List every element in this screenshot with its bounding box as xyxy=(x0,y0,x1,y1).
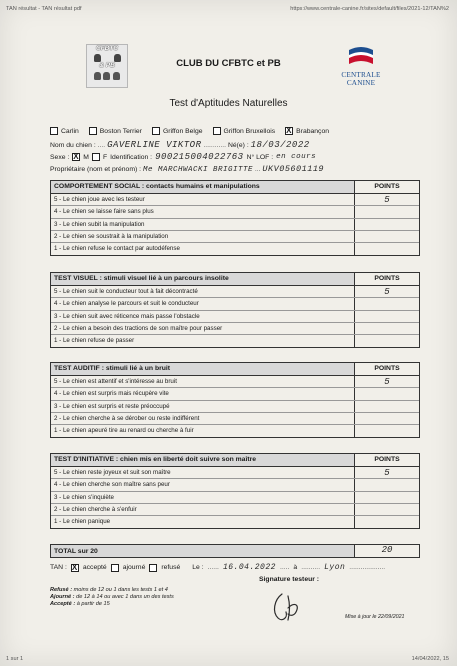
cfbtc-logo-subtext: & PB xyxy=(99,62,115,69)
breed-options xyxy=(50,127,329,135)
breed-option-griffon-bruxellois[interactable] xyxy=(213,127,276,135)
row-label: 2 - Le chien cherche à se dérober ou reste indifférent xyxy=(51,413,355,424)
birth-label: Né(e) : xyxy=(227,142,249,149)
score-row[interactable] xyxy=(51,492,419,504)
document-title: Test d'Aptitudes Naturelles xyxy=(169,98,288,109)
legend-accepte-text: à partir de 15 xyxy=(76,601,110,607)
logo-dogs-icon xyxy=(87,72,127,80)
tan-result-line: TAN : X accepté ajourné refusé Le : ...... 16.04.2022 ..... à .......... Lyon ................... xyxy=(50,563,385,572)
dog-name-label: Nom du chien : xyxy=(50,142,96,149)
points-header: POINTS xyxy=(374,365,400,372)
score-row[interactable] xyxy=(51,219,419,231)
accepte-checkbox[interactable] xyxy=(71,564,79,572)
row-mark[interactable]: 5 xyxy=(384,195,390,205)
dog-name-line: Nom du chien : .... GAVERLINE VIKTOR ............ Né(e) : 18/03/2022 xyxy=(50,140,310,150)
score-row[interactable] xyxy=(51,504,419,516)
row-mark[interactable] xyxy=(355,504,419,515)
checkbox[interactable] xyxy=(89,127,97,135)
row-label: 4 - Le chien cherche son maître sans peur xyxy=(51,479,355,490)
centrale-canine-logo xyxy=(337,46,385,92)
section-title: TEST D'INITIATIVE : chien mis en liberté doit suivre son maître xyxy=(51,454,355,466)
breed-label: Griffon Belge xyxy=(162,127,203,135)
row-mark[interactable] xyxy=(355,479,419,490)
row-mark[interactable]: 5 xyxy=(384,377,390,387)
section-title: TEST VISUEL : stimuli visuel lié à un parcours insolite xyxy=(51,273,355,285)
legend-accepte-label: Accepté : xyxy=(50,601,76,607)
lof-value[interactable]: en cours xyxy=(276,153,317,161)
row-mark[interactable] xyxy=(355,401,419,412)
score-row[interactable] xyxy=(51,479,419,491)
result-legend xyxy=(50,587,174,608)
row-mark[interactable] xyxy=(355,413,419,424)
section-title: COMPORTEMENT SOCIAL : contacts humains et manipulations xyxy=(51,181,355,193)
row-label: 1 - Le chien refuse le contact par autodéfense xyxy=(51,243,355,255)
row-mark[interactable] xyxy=(355,243,419,255)
row-mark[interactable] xyxy=(355,492,419,503)
score-row[interactable] xyxy=(51,376,419,388)
browser-footer-date: 14/04/2022, 15 xyxy=(411,656,449,662)
row-label: 1 - Le chien refuse de passer xyxy=(51,335,355,347)
section-test-auditif xyxy=(50,362,420,438)
breed-option-griffon-belge[interactable] xyxy=(152,127,203,135)
total-label: TOTAL sur 20 xyxy=(51,545,355,557)
row-label: 3 - Le chien s'inquiète xyxy=(51,492,355,503)
sex-m-checkbox[interactable] xyxy=(72,153,80,161)
section-title: TEST AUDITIF : stimuli lié à un bruit xyxy=(51,363,355,375)
row-label: 3 - Le chien suit avec réticence mais passe l'obstacle xyxy=(51,311,355,322)
row-mark[interactable] xyxy=(355,231,419,242)
club-title: CLUB DU CFBTC et PB xyxy=(176,58,281,69)
flag-dog-icon xyxy=(347,46,375,66)
row-mark[interactable] xyxy=(355,298,419,309)
row-mark[interactable] xyxy=(355,219,419,230)
row-mark[interactable] xyxy=(355,516,419,528)
breed-label: Boston Terrier xyxy=(99,127,142,135)
place-label: à xyxy=(293,564,298,571)
row-label: 1 - Le chien panique xyxy=(51,516,355,528)
score-row[interactable] xyxy=(51,323,419,335)
sex-f-checkbox[interactable] xyxy=(92,153,100,161)
legend-refuse-text: moins de 12 ou 1 dans les tests 1 et 4 xyxy=(73,587,168,593)
legend-ajourne-text: de 12 à 14 ou avec 1 dans un des tests xyxy=(76,594,174,600)
score-row[interactable] xyxy=(51,286,419,298)
score-row[interactable] xyxy=(51,335,419,347)
handwritten-signature xyxy=(268,590,308,624)
centrale-canine-text-2: CANINE xyxy=(346,79,376,87)
row-label: 3 - Le chien est surpris et reste préoccupé xyxy=(51,401,355,412)
browser-url: https://www.centrale-canine.fr/sites/default/files/2021-12/TAN%2 xyxy=(290,6,449,12)
row-label: 4 - Le chien est surpris mais récupère vite xyxy=(51,388,355,399)
row-label: 2 - Le chien a besoin des tractions de son maître pour passer xyxy=(51,323,355,334)
row-label: 4 - Le chien se laisse faire sans plus xyxy=(51,206,355,217)
row-label: 5 - Le chien joue avec les testeur xyxy=(51,194,355,205)
row-mark[interactable] xyxy=(355,311,419,322)
sex-label: Sexe : xyxy=(50,153,70,161)
row-mark[interactable]: 5 xyxy=(384,468,390,478)
refuse-label: refusé xyxy=(161,564,181,571)
date-value[interactable]: 16.04.2022 xyxy=(222,563,276,572)
score-row[interactable] xyxy=(51,243,419,255)
accepte-label: accepté xyxy=(82,564,107,571)
score-row[interactable] xyxy=(51,231,419,243)
row-mark[interactable] xyxy=(355,335,419,347)
legend-refuse-label: Refusé : xyxy=(50,587,73,593)
breed-label: Brabançon xyxy=(296,127,330,135)
score-row[interactable] xyxy=(51,516,419,528)
section-test-initiative xyxy=(50,453,420,529)
breed-option-boston-terrier[interactable] xyxy=(89,127,142,135)
breed-option-carlin[interactable] xyxy=(50,127,79,135)
score-row[interactable] xyxy=(51,206,419,218)
centrale-canine-text-1: CENTRALE xyxy=(341,71,381,79)
tan-label: TAN : xyxy=(50,564,67,571)
score-row[interactable] xyxy=(51,298,419,310)
sex-m-label: M xyxy=(83,153,89,161)
place-value[interactable]: Lyon xyxy=(324,563,346,572)
owner-line: Propriétaire (nom et prénom) : Me MARCHWACKI BRIGITTE ... UKV05601119 xyxy=(50,164,325,174)
row-label: 3 - Le chien subit la manipulation xyxy=(51,219,355,230)
checkbox[interactable] xyxy=(50,127,58,135)
row-label: 1 - Le chien apeuré tire au renard ou cherche à fuir xyxy=(51,425,355,437)
breed-option-brabancon[interactable] xyxy=(285,127,329,135)
refuse-checkbox[interactable] xyxy=(149,564,157,572)
checkbox[interactable] xyxy=(152,127,160,135)
row-label: 5 - Le chien suit le conducteur tout à fait décontracté xyxy=(51,286,355,297)
points-header: POINTS xyxy=(374,456,400,463)
row-label: 5 - Le chien reste joyeux et suit son maître xyxy=(51,467,355,478)
section-test-visuel xyxy=(50,272,420,348)
score-row[interactable] xyxy=(51,413,419,425)
identification-label: Identification : xyxy=(110,153,153,161)
total-value[interactable]: 20 xyxy=(381,545,393,555)
update-note: Mise à jour le 22/09/2021 xyxy=(345,614,405,620)
row-mark[interactable] xyxy=(355,323,419,334)
birth-value[interactable]: 18/03/2022 xyxy=(250,140,310,150)
browser-footer-page: 1 sur 1 xyxy=(6,656,24,662)
row-mark[interactable] xyxy=(355,388,419,399)
date-label: Le : xyxy=(192,564,204,571)
breed-label: Griffon Bruxellois xyxy=(223,127,276,135)
ajourne-label: ajourné xyxy=(122,564,146,571)
row-mark[interactable]: 5 xyxy=(384,287,390,297)
lof-label: N° LOF : xyxy=(246,153,274,161)
checkbox[interactable] xyxy=(213,127,221,135)
legend-ajourne-label: Ajourné : xyxy=(50,594,75,600)
owner-label: Propriétaire (nom et prénom) : xyxy=(50,166,142,173)
row-label: 4 - Le chien analyse le parcours et suit le conducteur xyxy=(51,298,355,309)
sex-f-label: F xyxy=(102,153,108,161)
browser-header-title: TAN résultat - TAN résultat pdf xyxy=(6,6,82,12)
signature-label: Signature testeur : xyxy=(259,576,320,583)
ajourne-checkbox[interactable] xyxy=(111,564,119,572)
owner-value[interactable]: Me MARCHWACKI BRIGITTE xyxy=(142,166,253,174)
score-row[interactable] xyxy=(51,425,419,437)
identification-value[interactable]: 900215004022763 xyxy=(155,152,244,162)
row-label: 2 - Le chien cherche à s'enfuir xyxy=(51,504,355,515)
score-row[interactable] xyxy=(51,388,419,400)
row-label: 2 - Le chien se soustrait à la manipulation xyxy=(51,231,355,242)
dog-name-value[interactable]: GAVERLINE VIKTOR xyxy=(107,140,202,150)
owner-code[interactable]: UKV05601119 xyxy=(262,164,325,174)
score-row[interactable] xyxy=(51,401,419,413)
section-comportement-social xyxy=(50,180,420,256)
score-row[interactable] xyxy=(51,311,419,323)
dog-id-line xyxy=(50,152,316,162)
breed-label: Carlin xyxy=(61,127,79,135)
points-header: POINTS xyxy=(374,275,400,282)
checkbox-checked[interactable] xyxy=(285,127,293,135)
row-mark[interactable] xyxy=(355,206,419,217)
row-mark[interactable] xyxy=(355,425,419,437)
score-row[interactable] xyxy=(51,467,419,479)
score-row[interactable] xyxy=(51,194,419,206)
points-header: POINTS xyxy=(374,183,400,190)
total-row xyxy=(50,544,420,558)
cfbtc-logo-text: CFBTC xyxy=(95,45,119,52)
row-label: 5 - Le chien est attentif et s'intéresse au bruit xyxy=(51,376,355,387)
